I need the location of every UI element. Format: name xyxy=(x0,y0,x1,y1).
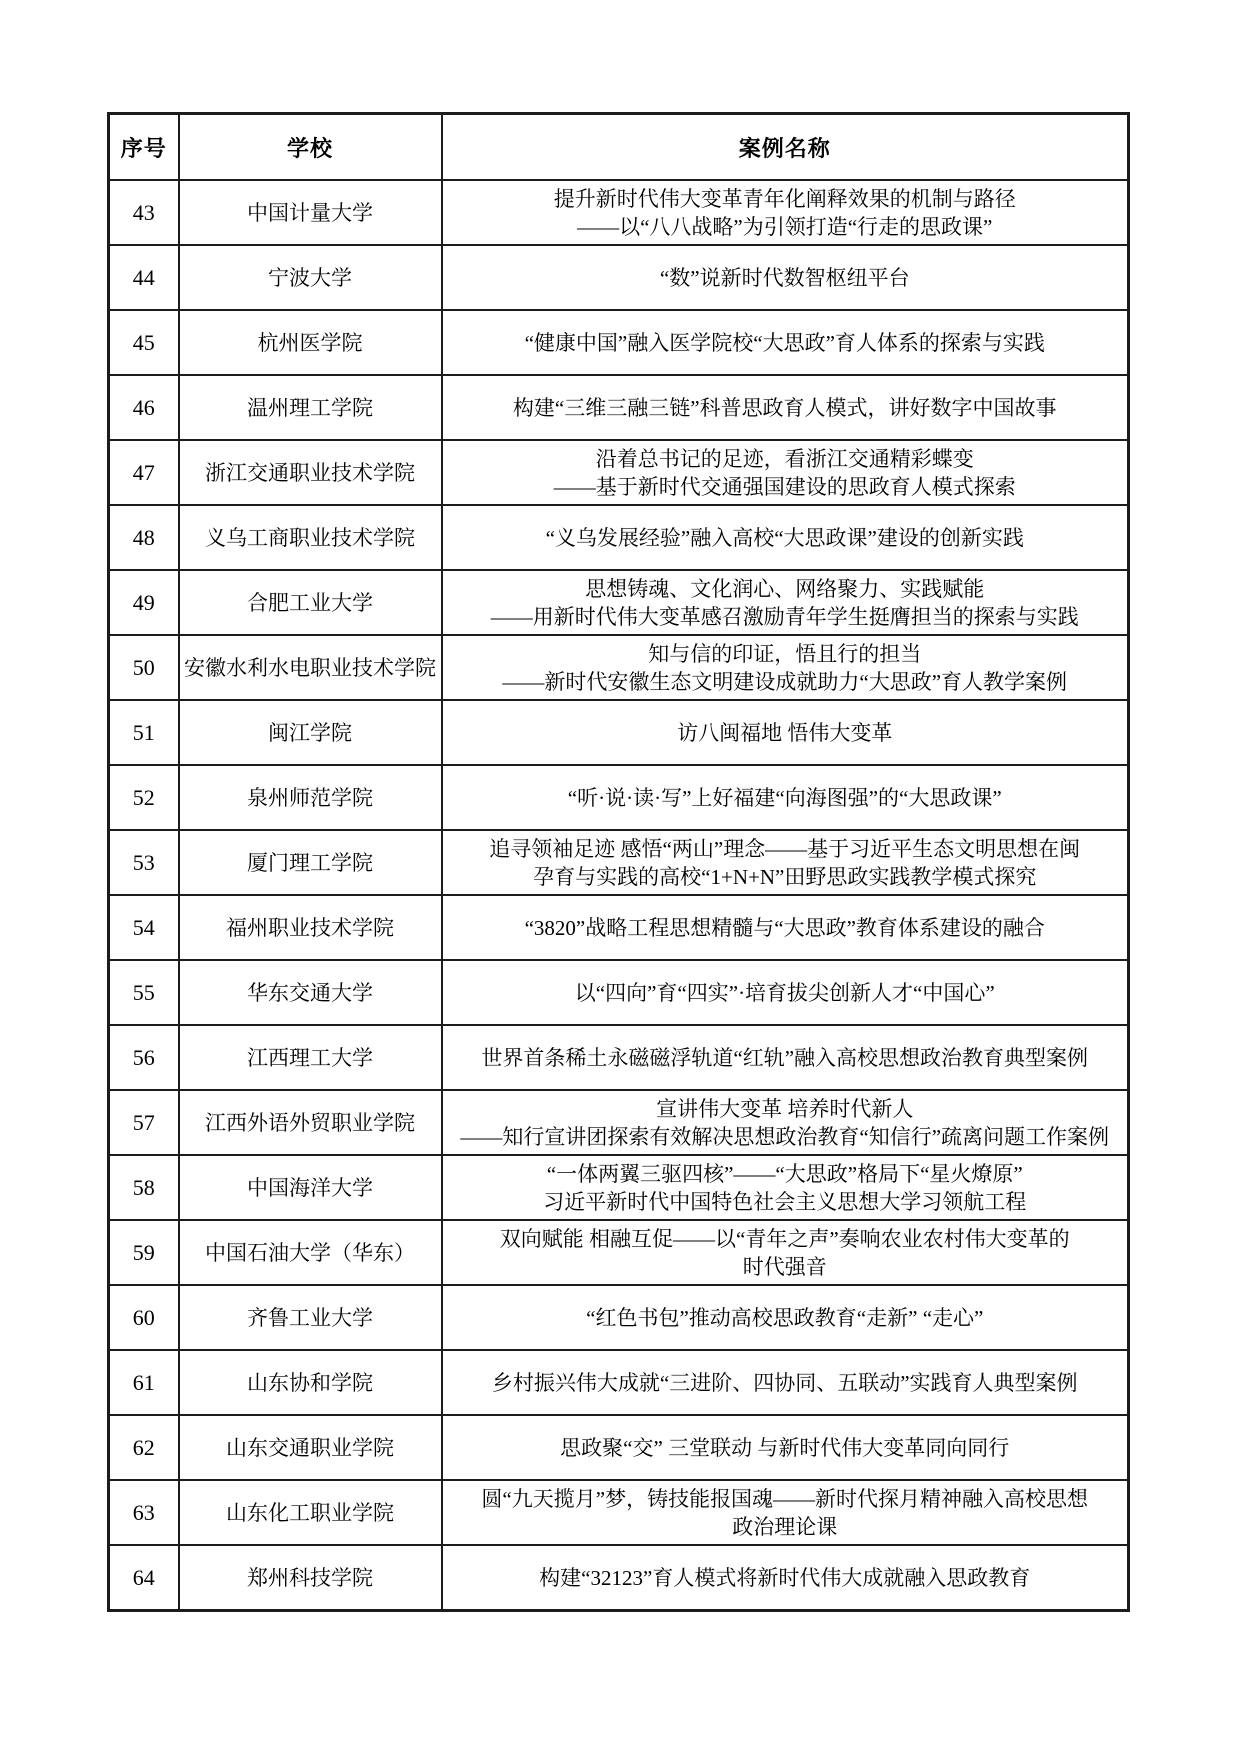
case-name-line: 知与信的印证，悟且行的担当 xyxy=(648,641,922,666)
case-name-line: 乡村振兴伟大成就“三进阶、四协同、五联动”实践育人典型案例 xyxy=(491,1370,1078,1395)
case-name-line: ——知行宣讲团探索有效解决思想政治教育“知信行”疏离问题工作案例 xyxy=(460,1124,1110,1149)
case-list-table xyxy=(107,112,1130,1612)
table-row xyxy=(109,700,1129,765)
case-name-line: ——新时代安徽生态文明建设成就助力“大思政”育人教学案例 xyxy=(502,669,1068,694)
case-name-cell xyxy=(442,1025,1129,1090)
case-name-cell xyxy=(442,1220,1129,1285)
row-index-cell: 56 xyxy=(109,1025,179,1090)
case-name-line: ——用新时代伟大变革感召激励青年学生挺膺担当的探索与实践 xyxy=(490,604,1079,629)
case-name-line: “一体两翼三驱四核”——“大思政”格局下“星火燎原” xyxy=(546,1161,1023,1186)
school-cell: 闽江学院 xyxy=(179,700,442,765)
case-name-line: 构建“32123”育人模式将新时代伟大成就融入思政教育 xyxy=(539,1565,1031,1590)
table-row xyxy=(109,1480,1129,1545)
header-school: 学校 xyxy=(179,114,442,181)
case-name-cell xyxy=(442,830,1129,895)
school-cell: 杭州医学院 xyxy=(179,310,442,375)
school-cell: 义乌工商职业技术学院 xyxy=(179,505,442,570)
school-cell: 山东交通职业学院 xyxy=(179,1415,442,1480)
row-index-cell: 57 xyxy=(109,1090,179,1155)
table-row xyxy=(109,440,1129,505)
school-cell: 宁波大学 xyxy=(179,245,442,310)
school-cell: 温州理工学院 xyxy=(179,375,442,440)
row-index-cell: 53 xyxy=(109,830,179,895)
school-cell: 江西外语外贸职业学院 xyxy=(179,1090,442,1155)
table-row xyxy=(109,570,1129,635)
table-row xyxy=(109,895,1129,960)
case-name-line: “3820”战略工程思想精髓与“大思政”教育体系建设的融合 xyxy=(524,915,1045,940)
case-name-line: 提升新时代伟大变革青年化阐释效果的机制与路径 xyxy=(553,186,1016,211)
case-name-line: 思政聚“交” 三堂联动 与新时代伟大变革同向同行 xyxy=(560,1435,1010,1460)
case-name-line: 时代强音 xyxy=(742,1254,827,1279)
table-row xyxy=(109,1285,1129,1350)
row-index-cell: 44 xyxy=(109,245,179,310)
row-index-cell: 59 xyxy=(109,1220,179,1285)
school-cell: 安徽水利水电职业技术学院 xyxy=(179,635,442,700)
row-index-cell: 43 xyxy=(109,180,179,245)
case-name-line: “数”说新时代数智枢纽平台 xyxy=(659,265,910,290)
table-row xyxy=(109,245,1129,310)
school-cell: 合肥工业大学 xyxy=(179,570,442,635)
case-name-line: “健康中国”融入医学院校“大思政”育人体系的探索与实践 xyxy=(524,330,1045,355)
case-name-cell xyxy=(442,700,1129,765)
header-case-name: 案例名称 xyxy=(442,114,1129,181)
case-name-line: “听·说·读·写”上好福建“向海图强”的“大思政课” xyxy=(567,785,1002,810)
table-row xyxy=(109,1025,1129,1090)
school-cell: 齐鲁工业大学 xyxy=(179,1285,442,1350)
case-name-line: 构建“三维三融三链”科普思政育人模式，讲好数字中国故事 xyxy=(512,395,1057,420)
school-cell: 中国计量大学 xyxy=(179,180,442,245)
table-row xyxy=(109,635,1129,700)
school-cell: 浙江交通职业技术学院 xyxy=(179,440,442,505)
case-name-line: “红色书包”推动高校思政教育“走新” “走心” xyxy=(586,1305,984,1330)
school-cell: 中国石油大学（华东） xyxy=(179,1220,442,1285)
table-row xyxy=(109,1090,1129,1155)
school-cell: 厦门理工学院 xyxy=(179,830,442,895)
table-row xyxy=(109,1155,1129,1220)
table-body xyxy=(109,180,1129,1611)
table-row xyxy=(109,505,1129,570)
case-name-line: 宣讲伟大变革 培养时代新人 xyxy=(656,1096,914,1121)
case-name-line: 政治理论课 xyxy=(732,1514,838,1539)
case-name-cell xyxy=(442,375,1129,440)
case-name-line: ——基于新时代交通强国建设的思政育人模式探索 xyxy=(553,474,1016,499)
table-row xyxy=(109,765,1129,830)
case-name-cell xyxy=(442,1090,1129,1155)
case-name-cell xyxy=(442,895,1129,960)
school-cell: 山东协和学院 xyxy=(179,1350,442,1415)
school-cell: 泉州师范学院 xyxy=(179,765,442,830)
case-name-line: 以“四向”育“四实”·培育拔尖创新人才“中国心” xyxy=(574,980,995,1005)
row-index-cell: 47 xyxy=(109,440,179,505)
case-name-line: 圆“九天揽月”梦，铸技能报国魂——新时代探月精神融入高校思想 xyxy=(481,1486,1089,1511)
row-index-cell: 52 xyxy=(109,765,179,830)
case-name-line: 孕育与实践的高校“1+N+N”田野思政实践教学模式探究 xyxy=(533,864,1037,889)
table-row xyxy=(109,1415,1129,1480)
row-index-cell: 63 xyxy=(109,1480,179,1545)
case-name-cell xyxy=(442,960,1129,1025)
case-name-cell xyxy=(442,765,1129,830)
case-name-line: 思想铸魂、文化润心、网络聚力、实践赋能 xyxy=(585,576,985,601)
case-name-cell xyxy=(442,635,1129,700)
table-row xyxy=(109,310,1129,375)
row-index-cell: 64 xyxy=(109,1545,179,1611)
case-name-cell xyxy=(442,245,1129,310)
row-index-cell: 46 xyxy=(109,375,179,440)
case-name-cell xyxy=(442,1480,1129,1545)
school-cell: 中国海洋大学 xyxy=(179,1155,442,1220)
table-row xyxy=(109,960,1129,1025)
case-name-cell xyxy=(442,505,1129,570)
table-row xyxy=(109,375,1129,440)
school-cell: 郑州科技学院 xyxy=(179,1545,442,1611)
row-index-cell: 55 xyxy=(109,960,179,1025)
row-index-cell: 51 xyxy=(109,700,179,765)
row-index-cell: 50 xyxy=(109,635,179,700)
school-cell: 福州职业技术学院 xyxy=(179,895,442,960)
school-cell: 华东交通大学 xyxy=(179,960,442,1025)
row-index-cell: 58 xyxy=(109,1155,179,1220)
case-name-cell xyxy=(442,440,1129,505)
case-name-line: 世界首条稀土永磁磁浮轨道“红轨”融入高校思想政治教育典型案例 xyxy=(481,1045,1089,1070)
table-header-row xyxy=(109,114,1129,181)
case-name-cell xyxy=(442,570,1129,635)
school-cell: 山东化工职业学院 xyxy=(179,1480,442,1545)
table-row xyxy=(109,1545,1129,1611)
row-index-cell: 49 xyxy=(109,570,179,635)
case-name-cell xyxy=(442,1285,1129,1350)
table-row xyxy=(109,180,1129,245)
row-index-cell: 48 xyxy=(109,505,179,570)
case-name-cell xyxy=(442,310,1129,375)
row-index-cell: 60 xyxy=(109,1285,179,1350)
table-row xyxy=(109,1220,1129,1285)
school-cell: 江西理工大学 xyxy=(179,1025,442,1090)
case-name-line: 习近平新时代中国特色社会主义思想大学习领航工程 xyxy=(543,1189,1027,1214)
row-index-cell: 45 xyxy=(109,310,179,375)
case-name-line: ——以“八八战略”为引领打造“行走的思政课” xyxy=(577,214,993,239)
case-name-cell xyxy=(442,1155,1129,1220)
case-name-line: 追寻领袖足迹 感悟“两山”理念——基于习近平生态文明思想在闽 xyxy=(489,836,1081,861)
case-name-line: 沿着总书记的足迹，看浙江交通精彩蝶变 xyxy=(595,446,974,471)
case-name-cell xyxy=(442,1545,1129,1611)
row-index-cell: 61 xyxy=(109,1350,179,1415)
case-name-cell xyxy=(442,1415,1129,1480)
row-index-cell: 54 xyxy=(109,895,179,960)
case-name-line: 双向赋能 相融互促——以“青年之声”奏响农业农村伟大变革的 xyxy=(499,1226,1070,1251)
case-name-cell xyxy=(442,1350,1129,1415)
row-index-cell: 62 xyxy=(109,1415,179,1480)
case-name-line: “义乌发展经验”融入高校“大思政课”建设的创新实践 xyxy=(545,525,1024,550)
case-name-line: 访八闽福地 悟伟大变革 xyxy=(677,720,893,745)
case-name-cell xyxy=(442,180,1129,245)
header-index: 序号 xyxy=(109,114,179,181)
table-row xyxy=(109,1350,1129,1415)
table-row xyxy=(109,830,1129,895)
